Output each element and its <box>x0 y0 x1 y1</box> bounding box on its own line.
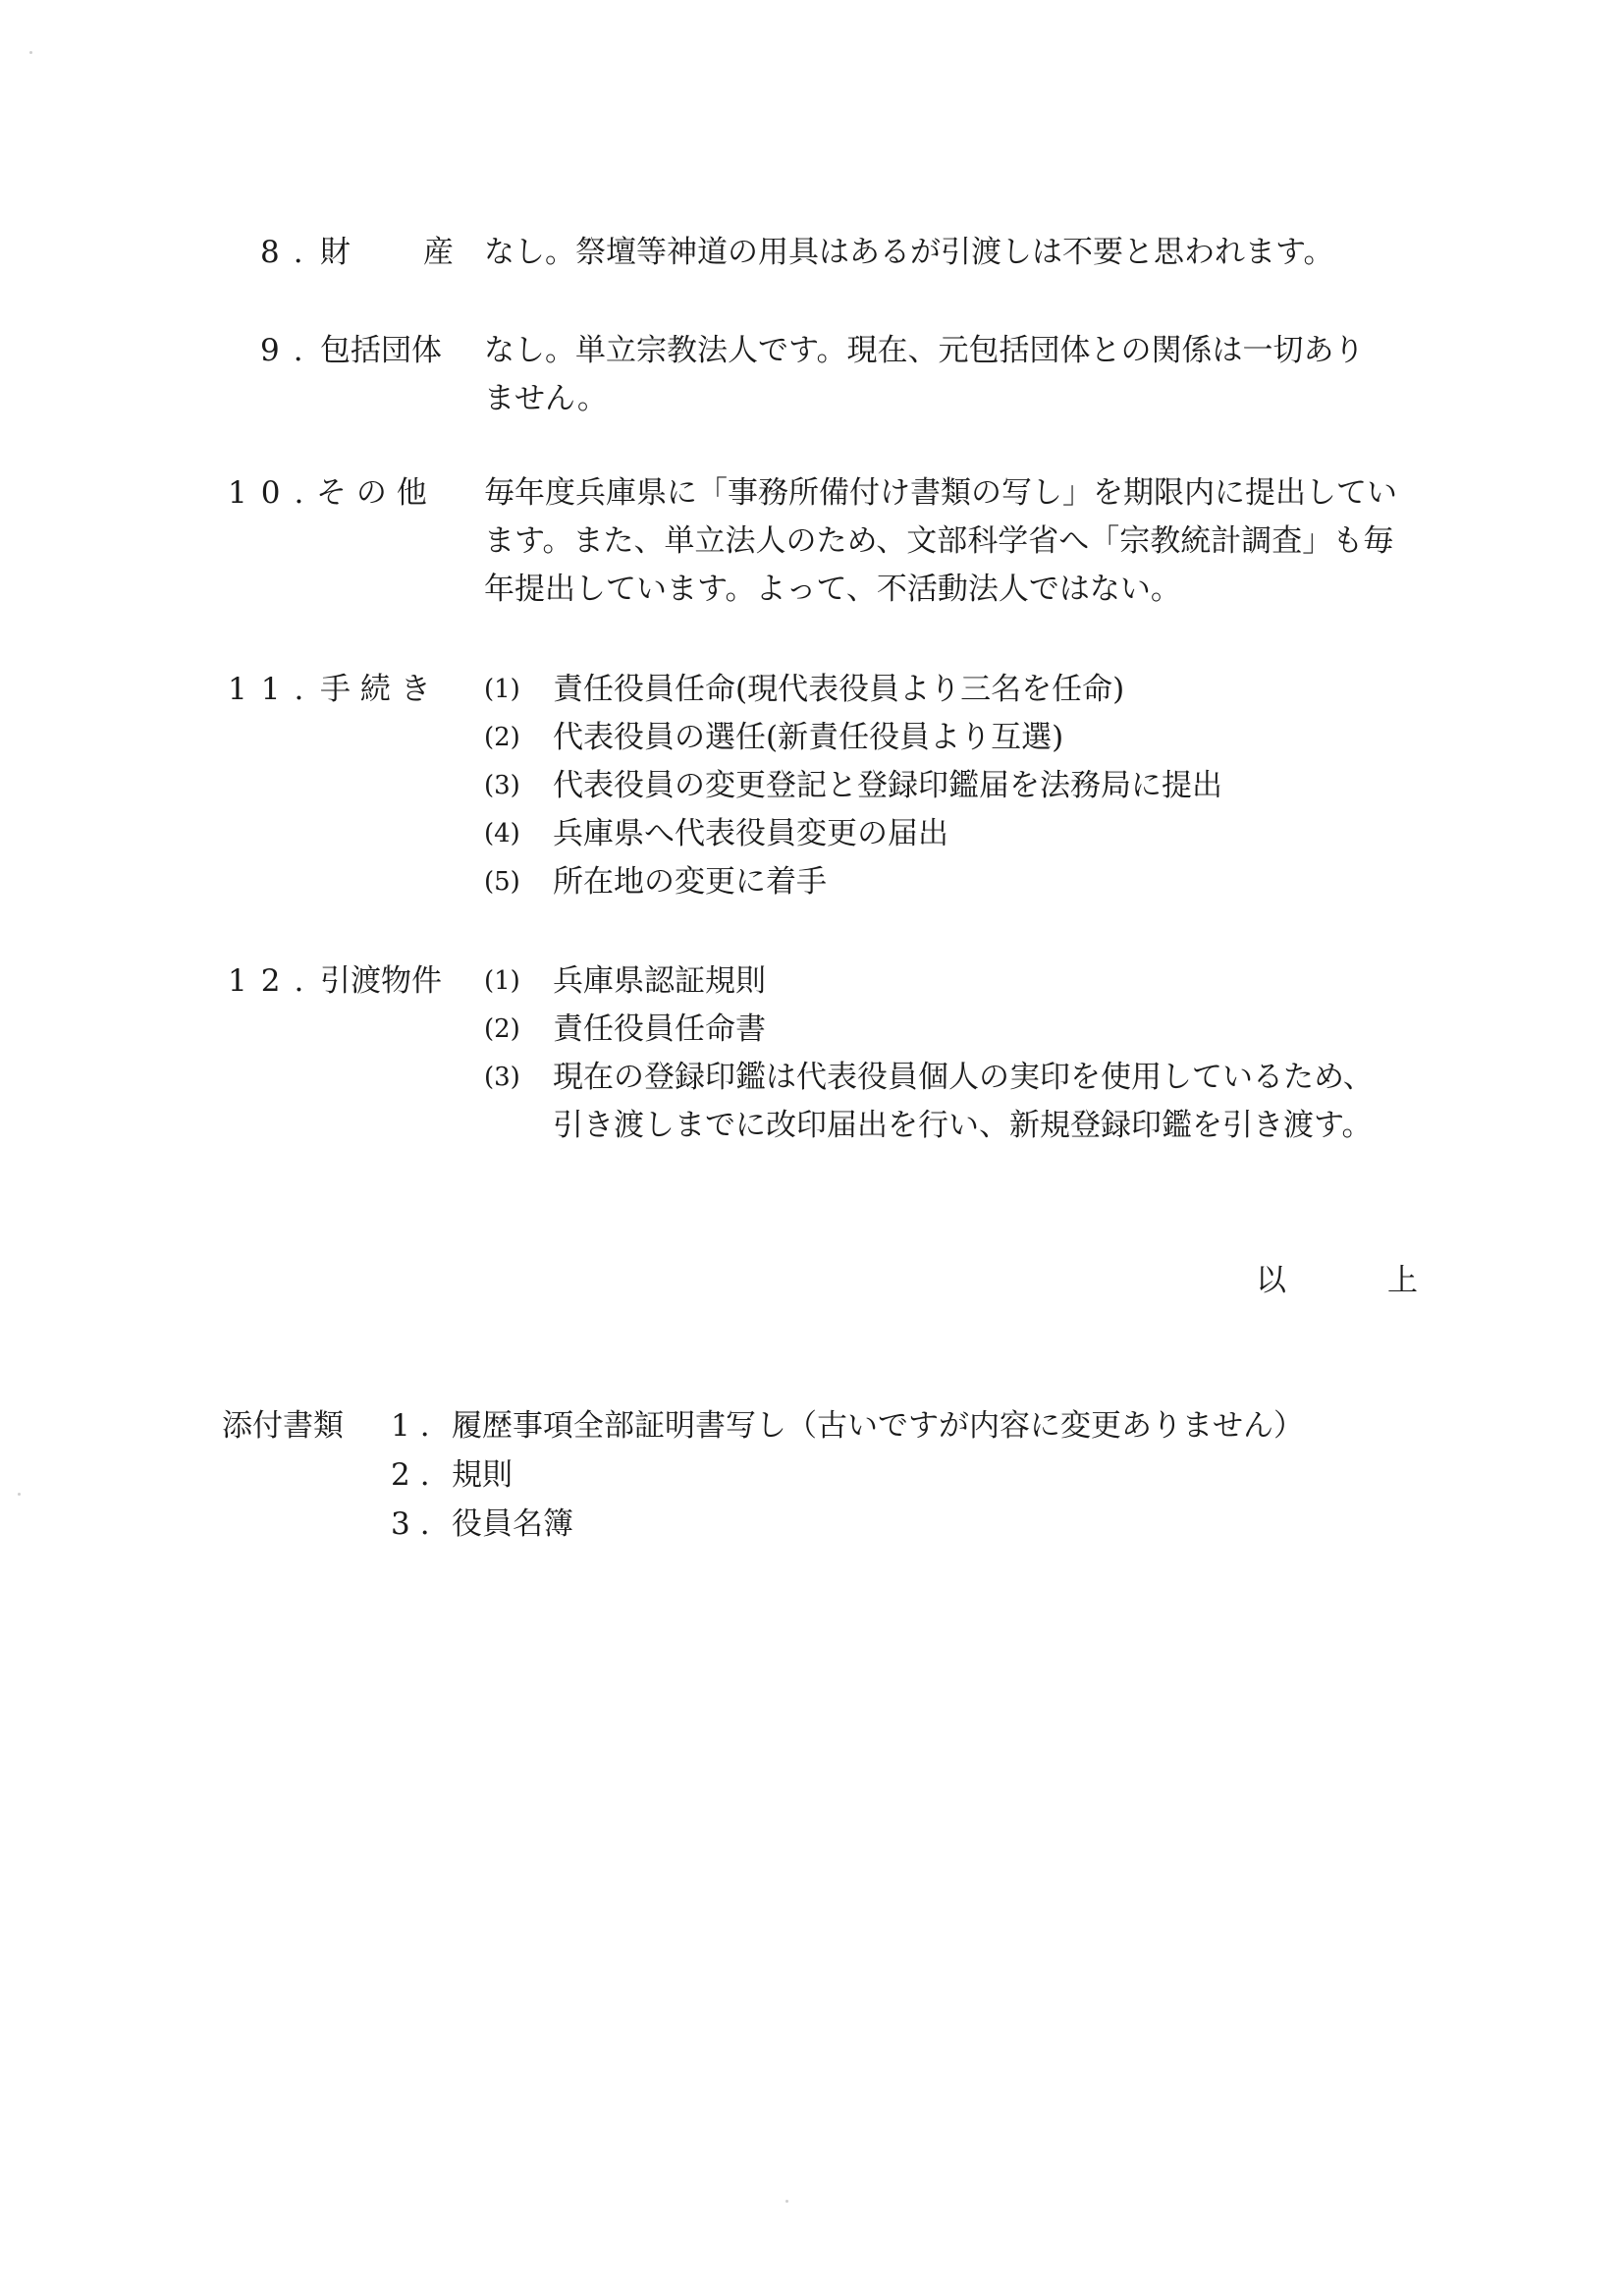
section-label: 引渡物件 <box>320 963 442 999</box>
section-number: 10. <box>228 475 318 511</box>
section-number: 8. <box>260 235 317 270</box>
section-label: そ の 他 <box>316 475 427 511</box>
procedure-list <box>484 666 1368 906</box>
item-text: 責任役員任命書 <box>553 1011 766 1047</box>
section-line: ます。また、単立法人のため、文部科学省へ「宗教統計調査」も毎 <box>484 523 1394 559</box>
item-text: 兵庫県へ代表役員変更の届出 <box>553 816 948 851</box>
item-text: 現在の登録印鑑は代表役員個人の実印を使用しているため、 <box>553 1060 1374 1095</box>
attachments-heading: 添付書類 <box>222 1408 344 1444</box>
section-number: 12. <box>228 963 318 999</box>
list-item <box>484 858 1368 906</box>
section-line: 毎年度兵庫県に「事務所備付け書類の写し」を期限内に提出してい <box>484 475 1397 511</box>
list-item <box>484 1054 1466 1102</box>
section-line: ません。 <box>484 381 608 416</box>
item-mark: (2) <box>484 723 520 752</box>
item-mark: (1) <box>484 675 520 704</box>
section-line: 年提出しています。よって、不活動法人ではない。 <box>484 572 1181 607</box>
item-mark: (5) <box>484 867 520 897</box>
section-line: なし。祭壇等神道の用具はあるが引渡しは不要と思われます。 <box>484 235 1334 270</box>
attachment-number: 3. <box>391 1506 440 1542</box>
attachment-text: 規則 <box>452 1457 513 1493</box>
attachment-text: 役員名簿 <box>452 1506 573 1542</box>
scan-speck <box>785 2200 788 2203</box>
section-body <box>484 229 1466 277</box>
attachment-number: 1. <box>391 1408 440 1444</box>
list-item <box>484 666 1368 714</box>
item-text: 代表役員の選任(新責任役員より互選) <box>553 720 1064 755</box>
item-mark: (3) <box>484 1063 520 1092</box>
attachment-text: 履歴事項全部証明書写し（古いですが内容に変更ありません） <box>452 1408 1304 1444</box>
item-mark: (4) <box>484 819 520 848</box>
list-item <box>484 957 1466 1006</box>
list-item <box>484 810 1368 858</box>
handover-list <box>484 957 1466 1150</box>
section-number: 9. <box>260 333 317 368</box>
item-text: 代表役員の変更登記と登録印鑑届を法務局に提出 <box>553 768 1222 803</box>
item-text: 引き渡しまでに改印届出を行い、新規登録印鑑を引き渡す。 <box>553 1108 1373 1143</box>
section-label: 財 産 <box>320 235 458 270</box>
list-item <box>484 762 1368 810</box>
item-mark: (1) <box>484 966 520 996</box>
list-item <box>484 714 1368 762</box>
attachment-number: 2. <box>391 1457 440 1493</box>
closing-mark: 以 上 <box>1256 1263 1453 1298</box>
list-item <box>484 1006 1466 1054</box>
list-item-continuation <box>484 1102 1466 1150</box>
section-body <box>484 469 1466 614</box>
section-body <box>484 327 1466 423</box>
item-text: 兵庫県認証規則 <box>553 963 766 999</box>
item-mark: (2) <box>484 1014 520 1044</box>
item-text: 責任役員任命(現代表役員より三名を任命) <box>553 672 1125 707</box>
item-mark: (3) <box>484 771 520 800</box>
scan-speck <box>18 1493 21 1496</box>
section-label: 包括団体 <box>320 333 442 368</box>
item-text: 所在地の変更に着手 <box>553 864 827 900</box>
section-number: 11. <box>228 672 318 707</box>
scan-speck <box>29 51 32 54</box>
section-line: なし。単立宗教法人です。現在、元包括団体との関係は一切あり <box>484 333 1365 368</box>
section-label: 手 続 き <box>320 672 431 707</box>
